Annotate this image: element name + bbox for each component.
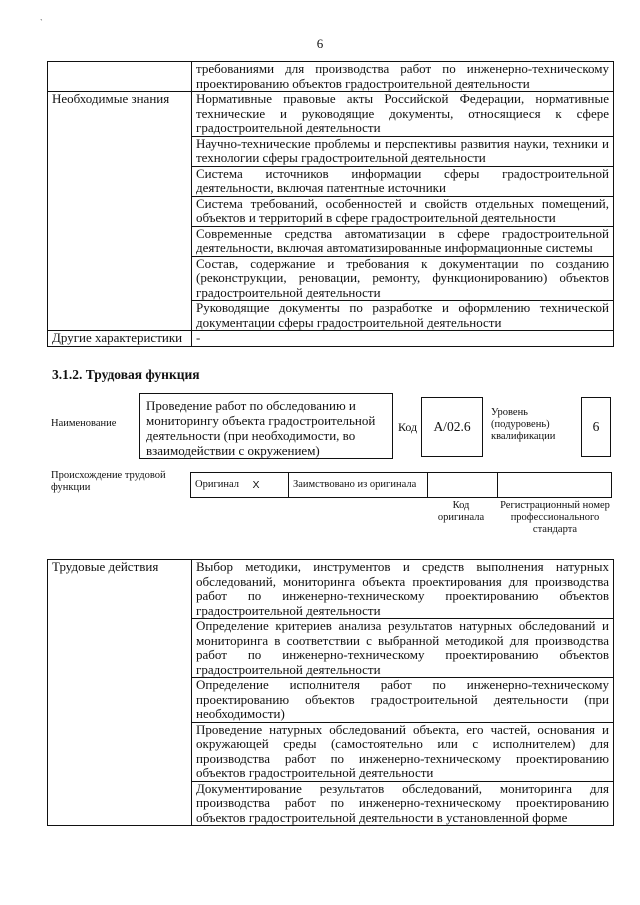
required-knowledge-label: Необходимые знания: [48, 92, 192, 331]
labor-actions-table: [47, 559, 614, 826]
table-row: [48, 92, 614, 137]
knowledge-table: [47, 61, 614, 347]
original-code-caption: Код оригинала: [437, 500, 485, 523]
continued-text: требованиями для производства работ по инженерно-техническому проектированию объектов градостроительной деятельности: [192, 62, 614, 92]
original-label: Оригинал: [191, 473, 249, 498]
qualification-level-value: 6: [581, 397, 611, 457]
name-label: Наименование: [51, 418, 117, 429]
original-code-cell: [428, 473, 498, 498]
table-row: [191, 473, 612, 498]
original-mark: X: [249, 473, 289, 498]
origin-table: [190, 472, 612, 498]
other-characteristics-value: -: [192, 331, 614, 347]
function-name: Проведение работ по обследованию и мониторингу объекта градостроительной деятельности (при необходимости, во взаимодействии с окружением): [139, 393, 393, 459]
table-row: [48, 331, 614, 347]
labor-action-item: Определение критериев анализа результатов натурных обследований и мониторинга в соответствии с выбранной методикой для производства работ по инженерно-техническому проектированию объектов градостроительной деятельности: [192, 619, 614, 678]
qualification-level-label: Уровень (подуровень) квалификации: [491, 407, 556, 442]
table-row: [48, 560, 614, 619]
knowledge-item: Современные средства автоматизации в сфере градостроительной деятельности, включая автоматизированные информационные системы: [192, 226, 614, 256]
table-row: [48, 62, 614, 92]
page-number: 6: [316, 36, 324, 51]
labor-action-item: Документирование результатов обследований, мониторинга для производства работ по инженерно-техническому проектированию объектов градостроительной деятельности в установленной форме: [192, 781, 614, 826]
knowledge-item: Система источников информации сферы градостроительной деятельности, включая патентные источники: [192, 166, 614, 196]
knowledge-item: Нормативные правовые акты Российской Федерации, нормативные технические и руководящие документы, относящиеся к сфере градостроительной деятельности: [192, 92, 614, 137]
labor-action-item: Выбор методики, инструментов и средств выполнения натурных обследований, мониторинга объекта проектирования для производства работ по инженерно-техническому проектированию объектов градостроительной деятельности: [192, 560, 614, 619]
borrowed-label: Заимствовано из оригинала: [289, 473, 428, 498]
knowledge-item: Система требований, особенностей и свойств отдельных помещений, объектов и территорий в сфере градостроительной деятельности: [192, 196, 614, 226]
scan-mark: `: [40, 18, 43, 27]
code-label: Код: [398, 420, 418, 434]
origin-label: Происхождение трудовой функции: [51, 470, 166, 493]
labor-action-item: Проведение натурных обследований объекта, его частей, основания и окружающей среды (самостоятельно или с исполнителем) для производства работ по инженерно-техническому проектированию объектов градостроительной деятельности: [192, 722, 614, 781]
table-cell-empty: [48, 62, 192, 92]
knowledge-item: Научно-технические проблемы и перспективы развития науки, техники и технологии сферы градостроительной деятельности: [192, 136, 614, 166]
other-characteristics-label: Другие характеристики: [48, 331, 192, 347]
knowledge-item: Руководящие документы по разработке и оформлению технической документации сферы градостроительной деятельности: [192, 301, 614, 331]
labor-action-item: Определение исполнителя работ по инженерно-техническому проектированию объектов градостроительной деятельности (при необходимости): [192, 678, 614, 723]
knowledge-item: Состав, содержание и требования к документации по созданию (реконструкции, реновации, ремонту, функционированию) объектов градостроительной деятельности: [192, 256, 614, 301]
labor-actions-label: Трудовые действия: [48, 560, 192, 826]
section-title: 3.1.2. Трудовая функция: [52, 367, 200, 382]
registration-number-caption: Регистрационный номер профессионального стандарта: [500, 500, 610, 535]
registration-number-cell: [498, 473, 612, 498]
code-value: A/02.6: [421, 397, 483, 457]
